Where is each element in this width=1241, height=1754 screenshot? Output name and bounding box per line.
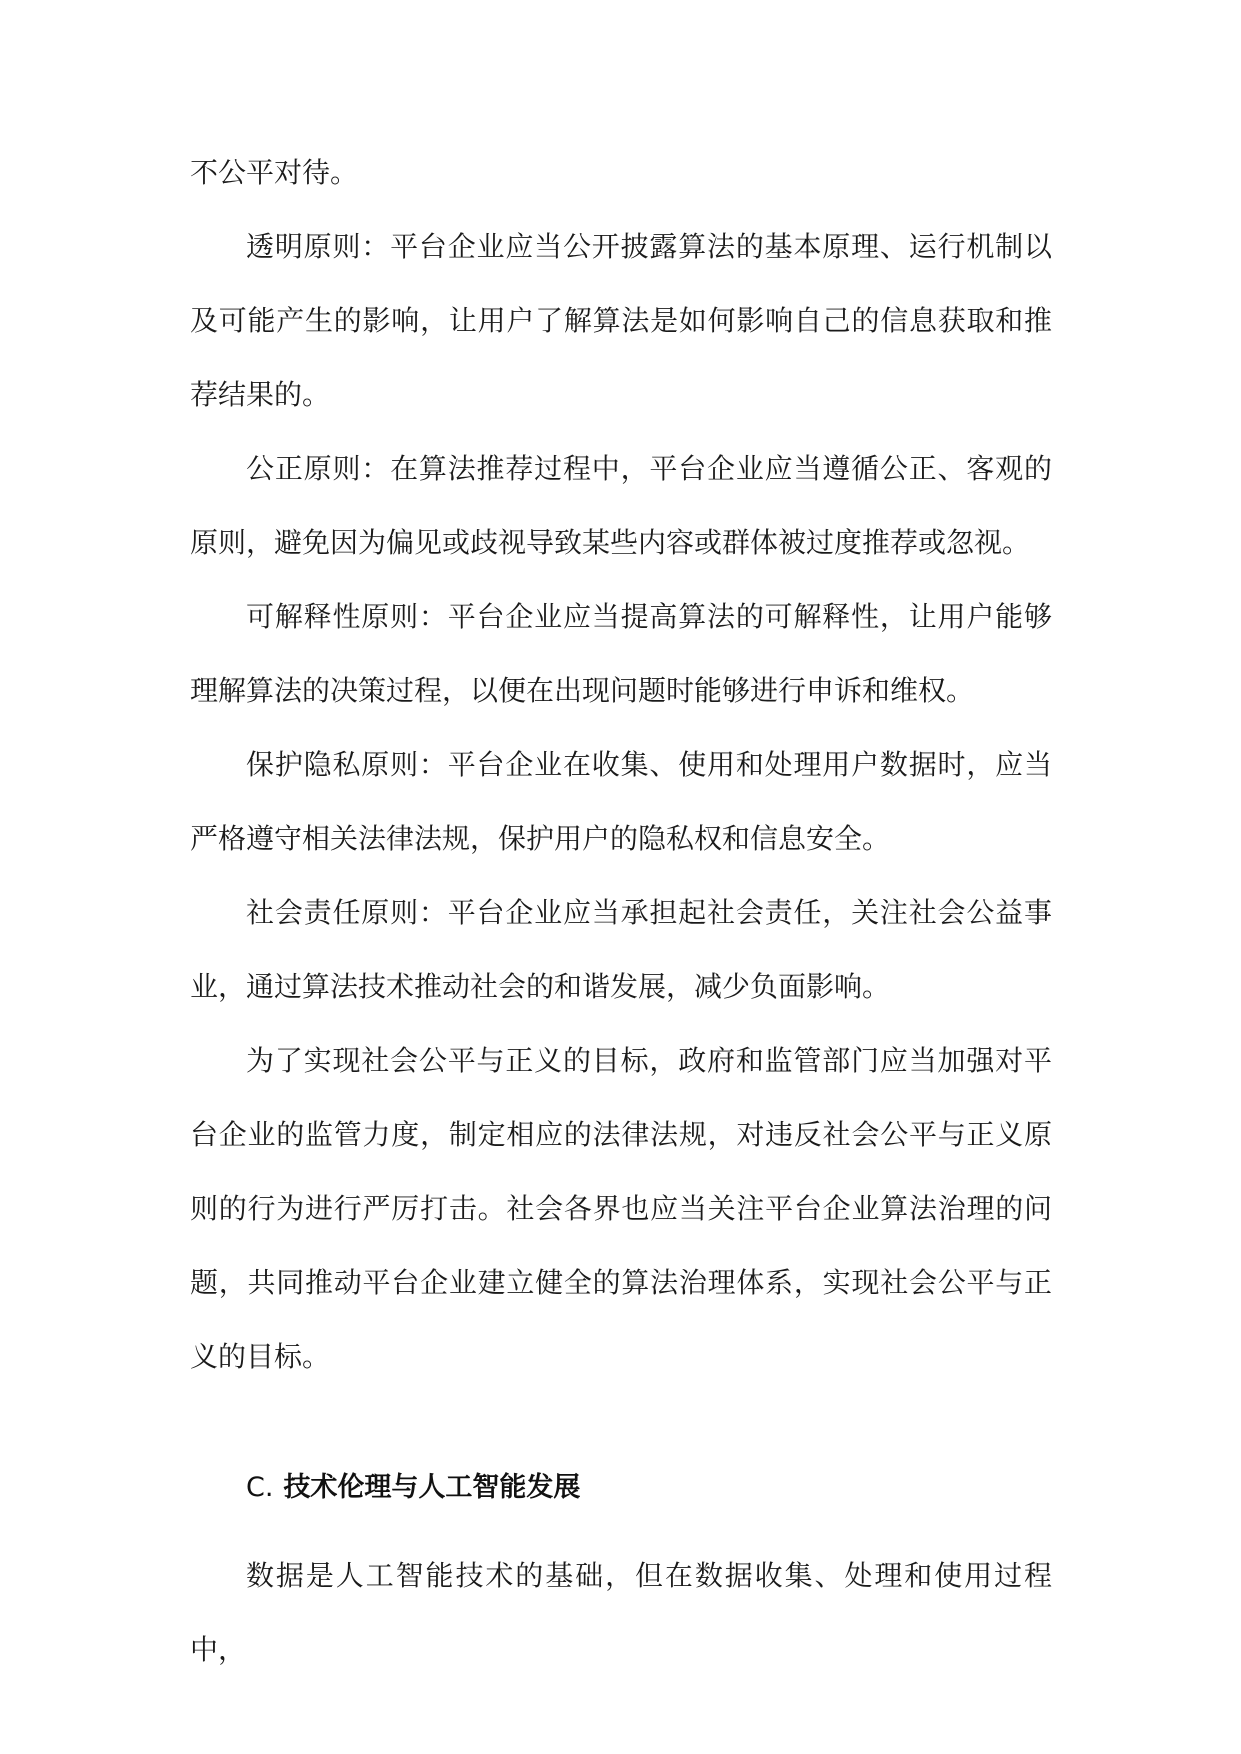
body-text-upper <box>190 136 1052 1394</box>
paragraph-explainability-principle: 可解释性原则：平台企业应当提高算法的可解释性，让用户能够理解算法的决策过程，以便在出现问题时能够进行申诉和维权。 <box>190 600 1052 707</box>
paragraph-social-responsibility-principle: 社会责任原则：平台企业应当承担起社会责任，关注社会公益事业，通过算法技术推动社会的和谐发展，减少负面影响。 <box>190 896 1052 1003</box>
paragraph-privacy-principle: 保护隐私原则：平台企业在收集、使用和处理用户数据时，应当严格遵守相关法律法规，保护用户的隐私权和信息安全。 <box>190 748 1052 855</box>
paragraph-transparency-principle: 透明原则：平台企业应当公开披露算法的基本原理、运行机制以及可能产生的影响，让用户了解算法是如何影响自己的信息获取和推荐结果的。 <box>190 230 1052 411</box>
paragraph-continuation: 不公平对待。 <box>190 156 359 189</box>
section-title: 技术伦理与人工智能发展 <box>283 1472 581 1503</box>
body-text-lower <box>190 1539 1052 1687</box>
section-label: C. <box>246 1472 274 1503</box>
paragraph-fairness-principle: 公正原则：在算法推荐过程中，平台企业应当遵循公正、客观的原则，避免因为偏见或歧视导致某些内容或群体被过度推荐或忽视。 <box>190 452 1052 559</box>
section-heading <box>246 1468 580 1508</box>
paragraph-government-regulation: 为了实现社会公平与正义的目标，政府和监管部门应当加强对平台企业的监管力度，制定相应的法律法规，对违反社会公平与正义原则的行为进行严厉打击。社会各界也应当关注平台企业算法治理的问题，共同推动平台企业建立健全的算法治理体系，实现社会公平与正义的目标。 <box>190 1044 1052 1373</box>
paragraph-data-foundation: 数据是人工智能技术的基础，但在数据收集、处理和使用过程中， <box>190 1559 1052 1666</box>
